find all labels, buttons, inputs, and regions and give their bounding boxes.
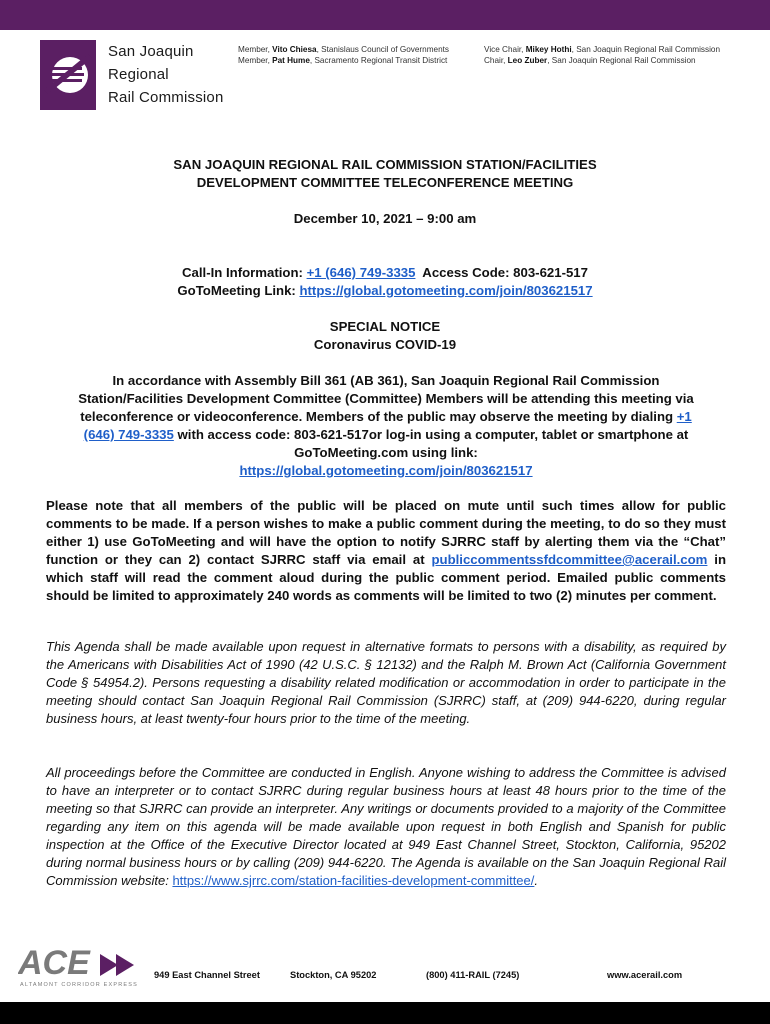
public-comment-email-link[interactable]: publiccommentssfdcommittee@acerail.com <box>431 552 708 567</box>
meeting-date: December 10, 2021 – 9:00 am <box>293 211 477 226</box>
top-banner <box>0 0 770 30</box>
document-title <box>40 156 730 192</box>
callin-phone-link[interactable]: +1 (646) 749-3335 <box>306 265 416 280</box>
footer-website[interactable]: www.acerail.com <box>607 970 683 980</box>
logo-emblem <box>40 40 96 110</box>
member-line: Member, Vito Chiesa, Stanislaus Council of Governments <box>238 45 450 54</box>
logo-line-3: Rail Commission <box>108 89 224 106</box>
member-line: Chair, Leo Zuber, San Joaquin Regional Rail Commission <box>484 56 696 65</box>
footer-phone: (800) 411-RAIL (7245) <box>426 970 520 980</box>
sjrrc-logo <box>40 40 226 110</box>
logo-line-1: San Joaquin <box>108 43 194 60</box>
ace-logo <box>18 944 153 990</box>
special-notice-heading: SPECIAL NOTICE Coronavirus COVID-19 <box>313 319 457 352</box>
gotomeeting-link[interactable]: https://global.gotomeeting.com/join/803621517 <box>299 283 593 298</box>
ace-wordmark: ACE <box>18 944 90 982</box>
language-paragraph: All proceedings before the Committee are conducted in English. Anyone wishing to address the Committee is advised to have an interpreter or to contact SJRRC during regular business hours at least 48 hours prior to the time of the meeting so that SJRRC can provide an interpreter. Any writings or documents provided to a majority of the Committee regarding any item on this agenda will be made available upon request in both English and Spanish for public inspection at the Office of the Executive Director located at 949 East Channel Street, Stockton, California, 95202 during normal business hours or by calling (209) 944-6220. The Agenda is available on the San Joaquin Regional Rail Commission website: https://www.sjrrc.com/station-facilities-development-committee/. <box>46 765 726 888</box>
title-line-1: SAN JOAQUIN REGIONAL RAIL COMMISSION STATION/FACILITIES <box>173 157 597 172</box>
members-right <box>484 44 720 66</box>
members-left <box>238 44 449 66</box>
bottom-banner <box>0 1002 770 1024</box>
notice-gotomeeting-link[interactable]: https://global.gotomeeting.com/join/803621517 <box>239 463 533 478</box>
footer-city: Stockton, CA 95202 <box>290 970 377 980</box>
logo-wordmark <box>108 40 224 109</box>
sjrrc-website-link[interactable]: https://www.sjrrc.com/station-facilities-development-committee/ <box>172 873 535 888</box>
public-comment-paragraph: Please note that all members of the public will be placed on mute until such times allow for public comments to be made. If a person wishes to make a public comment during the meeting, to do so they must either 1) use GoToMeeting and will have the option to notify SJRRC staff by alerting them via the “Chat” function or they can 2) contact SJRRC staff via email at publiccommentssfdcommittee@acerail.com in which staff will read the comment aloud during the public comment period. Emailed public comments should be limited to approximately 240 words as comments will be limited to two (2) minutes per comment. <box>46 498 727 603</box>
title-line-2: DEVELOPMENT COMMITTEE TELECONFERENCE MEETING <box>196 175 574 190</box>
callin-info: Call-In Information: +1 (646) 749-3335 Access Code: 803-621-517 GoToMeeting Link: https://global.gotomeeting.com/join/803621517 <box>177 265 593 298</box>
ace-tagline: ALTAMONT CORRIDOR EXPRESS <box>20 982 139 988</box>
member-line: Member, Pat Hume, Sacramento Regional Transit District <box>238 56 448 65</box>
notice-phone-link[interactable]: +1 (646) 749-3335 <box>83 409 692 442</box>
notice-paragraph: In accordance with Assembly Bill 361 (AB 361), San Joaquin Regional Rail Commission Station/Facilities Development Committee (Committee) Members will be attending this meeting via teleconference or videoconference. Members of the public may observe the meeting by dialing +1 (646) 749-3335 with access code: 803-621-517or log-in using a computer, tablet or smartphone at GoToMeeting.com using link: https://global.gotomeeting.com/join/803621517 <box>78 373 694 478</box>
ada-paragraph: This Agenda shall be made available upon request in alternative formats to persons with a disability, as required by the Americans with Disabilities Act of 1990 (42 U.S.C. § 12132) and the Ralph M. Brown Act (California Government Code § 54954.2). Persons requesting a disability related modification or accommodation in order to participate in the meeting should contact San Joaquin Regional Rail Commission (SJRRC) staff, at (209) 944-6220, during regular business hours, at least twenty-four hours prior to the time of the meeting. <box>46 639 726 726</box>
logo-line-2: Regional <box>108 66 169 83</box>
footer-address: 949 East Channel Street <box>154 970 260 980</box>
member-line: Vice Chair, Mikey Hothi, San Joaquin Regional Rail Commission <box>484 45 721 54</box>
